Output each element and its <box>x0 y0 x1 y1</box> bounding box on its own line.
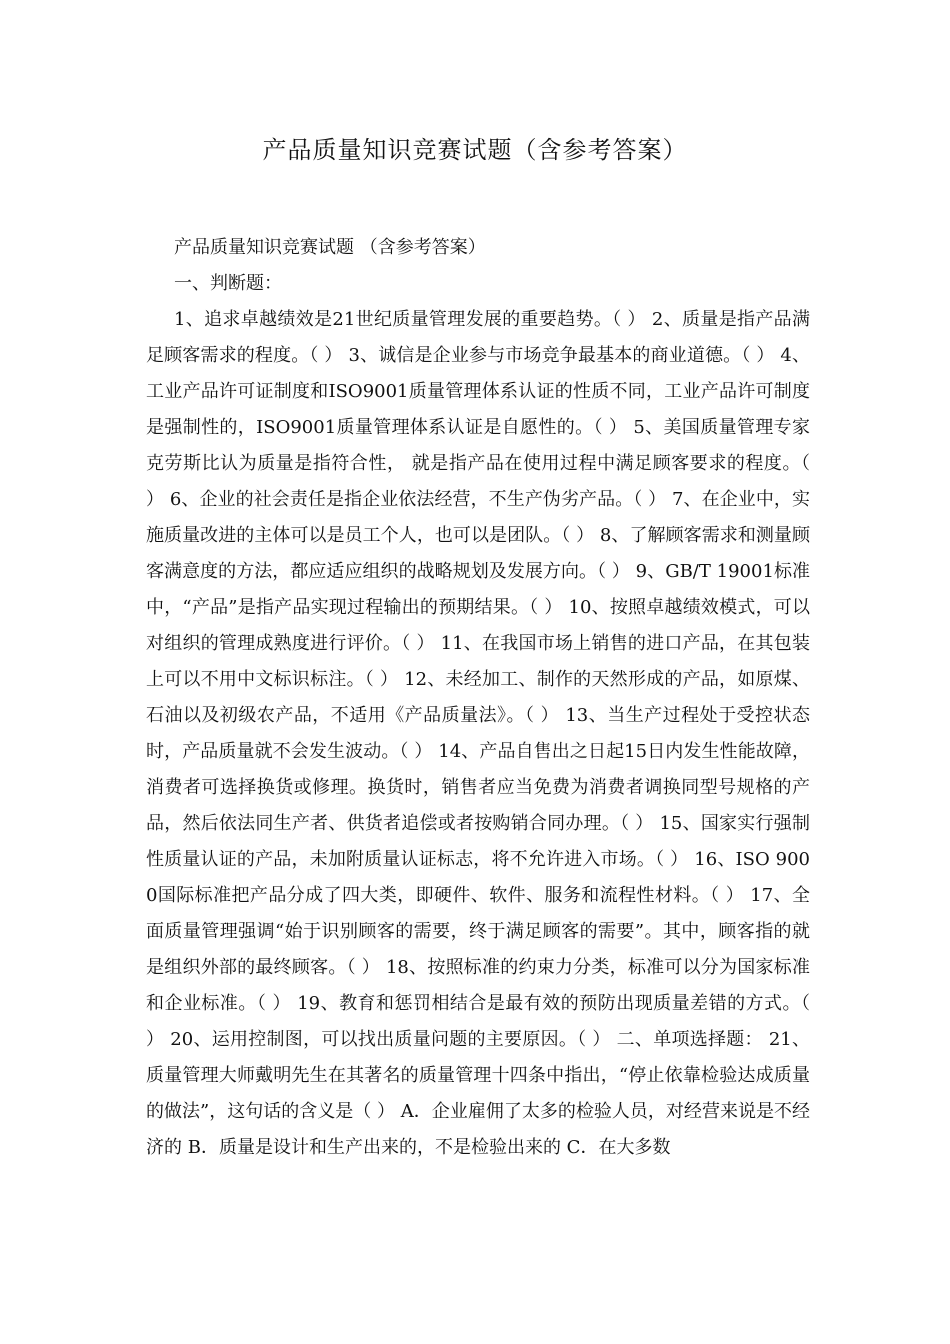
document-body <box>146 230 810 1166</box>
section-heading-true-false: 一、判断题： <box>174 273 282 294</box>
document-subtitle: 产品质量知识竞赛试题 （含参考答案） <box>174 237 486 258</box>
question-paragraph: 1、追求卓越绩效是21世纪质量管理发展的重要趋势。（ ） 2、质量是指产品满足顾客需求的程度。（ ） 3、诚信是企业参与市场竞争最基本的商业道德。（ ） 4、工业产品许可证制度和ISO9001质量管理体系认证的性质不同，工业产品许可制度是强制性的，ISO9001质量管理体系认证是自愿性的。（ ） 5、美国质量管理专家克劳斯比认为质量是指符合性， 就是指产品在使用过程中满足顾客要求的程度。（ ） 6、企业的社会责任是指企业依法经营，不生产伪劣产品。（ ） 7、在企业中，实施质量改进的主体可以是员工个人，也可以是团队。（ ） 8、了解顾客需求和测量顾客满意度的方法，都应适应组织的战略规划及发展方向。（ ） 9、GB/T 19001标准中，“产品”是指产品实现过程输出的预期结果。（ ） 10、按照卓越绩效模式，可以对组织的管理成熟度进行评价。（ ） 11、在我国市场上销售的进口产品，在其包装上可以不用中文标识标注。（ ） 12、未经加工、制作的天然形成的产品，如原煤、石油以及初级农产品，不适用《产品质量法》。（ ） 13、当生产过程处于受控状态时，产品质量就不会发生波动。（ ） 14、产品自售出之日起15日内发生性能故障，消费者可选择换货或修理。换货时，销售者应当免费为消费者调换同型号规格的产品，然后依法同生产者、供货者追偿或者按购销合同办理。（ ） 15、国家实行强制性质量认证的产品，未加附质量认证标志，将不允许进入市场。（ ） 16、ISO 9000国际标准把产品分成了四大类，即硬件、软件、服务和流程性材料。（ ） 17、全面质量管理强调“始于识别顾客的需要，终于满足顾客的需要”。其中，顾客指的就是组织外部的最终顾客。（ ） 18、按照标准的约束力分类，标准可以分为国家标准和企业标准。（ ） 19、教育和惩罚相结合是最有效的预防出现质量差错的方式。（ ） 20、运用控制图，可以找出质量问题的主要原因。（ ） 二、单项选择题： 21、质量管理大师戴明先生在其著名的质量管理十四条中指出，“停止依靠检验达成质量的做法”，这句话的含义是（ ） A．企业雇佣了太多的检验人员，对经营来说是不经济的 B．质量是设计和生产出来的，不是检验出来的 C．在大多数 <box>146 309 810 1158</box>
document-title: 产品质量知识竞赛试题（含参考答案） <box>262 136 688 164</box>
